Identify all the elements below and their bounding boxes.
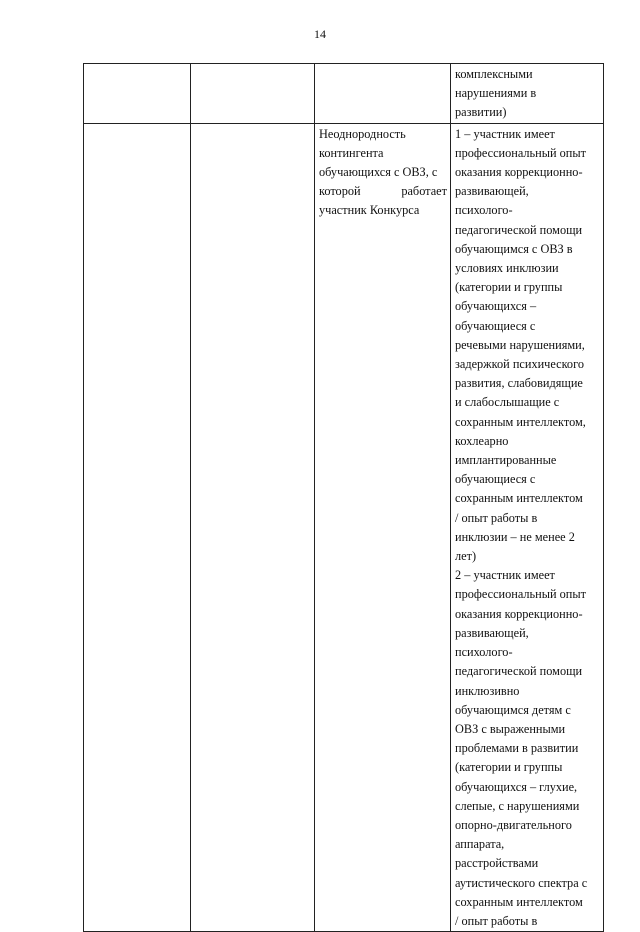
cell-text-line: развивающей,	[455, 184, 529, 199]
cell-text-line: обучающиеся с	[455, 318, 536, 333]
table-row	[84, 64, 604, 124]
cell-text-line: имплантированные	[455, 453, 557, 468]
cell-text-line: участник Конкурса	[319, 203, 420, 218]
cell-text-line: лет)	[455, 549, 477, 564]
cell-text-line: контингента	[319, 145, 384, 160]
cell-text-line: обучающиеся с	[455, 472, 536, 487]
cell-text-line: речевыми нарушениями,	[455, 337, 585, 352]
cell-text-line: обучающимся с ОВЗ в	[455, 241, 573, 256]
cell-text-line: обучающихся –	[455, 299, 537, 314]
cell-text-line: педагогической помощи	[455, 664, 583, 679]
cell-text-line: кохлеарно	[455, 433, 509, 448]
cell-text-line: психолого-	[455, 203, 513, 218]
cell-text-line: условиях инклюзии	[455, 261, 559, 276]
table-cell-indicator	[315, 123, 451, 932]
cell-text-line: оказания коррекционно-	[455, 165, 583, 180]
cell-text-line: сохранным интеллектом	[455, 491, 583, 506]
cell-text-word: работает	[401, 184, 447, 199]
cell-text-line: 2 – участник имеет	[455, 568, 555, 583]
cell-text-line: инклюзивно	[455, 683, 520, 698]
cell-text-line: ОВЗ с выраженными	[455, 721, 566, 736]
table-cell-empty	[191, 64, 315, 124]
cell-text-line: и слабослышащие с	[455, 395, 560, 410]
page-number: 14	[314, 27, 326, 41]
cell-text-line: Неоднородность	[319, 126, 406, 141]
cell-text-line: / опыт работы в	[455, 510, 538, 525]
table-cell-empty	[191, 123, 315, 932]
table-row	[84, 123, 604, 932]
table-cell-empty	[315, 64, 451, 124]
cell-text-line: инклюзии – не менее 2	[455, 529, 575, 544]
cell-text-line: обучающихся с ОВЗ, с	[319, 165, 438, 180]
cell-text-line: расстройствами	[455, 856, 539, 871]
cell-text-line: опорно-двигательного	[455, 817, 572, 832]
cell-text-line: (категории и группы	[455, 760, 563, 775]
criteria-table	[83, 63, 604, 932]
cell-text-line: обучающихся – глухие,	[455, 779, 578, 794]
cell-text-line: / опыт работы в	[455, 913, 538, 928]
cell-text-line: психолого-	[455, 645, 513, 660]
table-cell-empty	[84, 64, 191, 124]
cell-text-line: педагогической помощи	[455, 222, 583, 237]
cell-text-word: которой	[319, 184, 361, 199]
cell-text-line: развитии)	[455, 105, 507, 120]
cell-text-line: развивающей,	[455, 625, 529, 640]
cell-text-line: обучающимся детям с	[455, 702, 571, 717]
cell-text-line: аппарата,	[455, 837, 505, 852]
cell-text-line-justified	[319, 182, 447, 201]
cell-text-line: комплексными	[455, 67, 533, 81]
cell-text-line: профессиональный опыт	[455, 145, 587, 160]
cell-text-line: профессиональный опыт	[455, 587, 587, 602]
cell-text-line: оказания коррекционно-	[455, 606, 583, 621]
table-cell-description	[451, 123, 604, 932]
cell-text-line: 1 – участник имеет	[455, 126, 555, 141]
cell-text-line: сохранным интеллектом,	[455, 414, 586, 429]
cell-text-line: нарушениями в	[455, 86, 537, 101]
table-cell-empty	[84, 123, 191, 932]
cell-text-line: развития, слабовидящие	[455, 376, 583, 391]
table-cell-description	[451, 64, 604, 124]
cell-text-line: задержкой психического	[455, 357, 584, 372]
cell-text-line: слепые, с нарушениями	[455, 798, 580, 813]
cell-text-line: проблемами в развитии	[455, 741, 579, 756]
cell-text-line: сохранным интеллектом	[455, 894, 583, 909]
cell-text-line: (категории и группы	[455, 280, 563, 295]
cell-text-line: аутистического спектра с	[455, 875, 588, 890]
